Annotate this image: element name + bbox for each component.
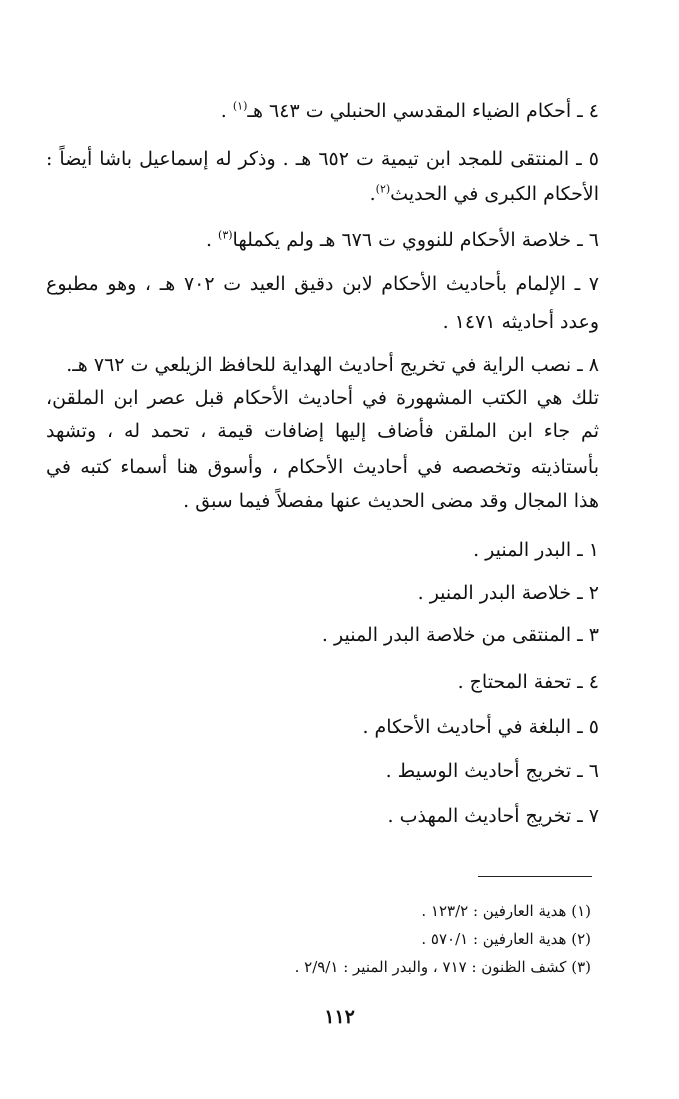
footnote-ref: (١) <box>232 99 248 113</box>
book-item: ٥ ـ البلغة في أحاديث الأحكام . <box>362 716 599 738</box>
book-item: ٢ ـ خلاصة البدر المنير . <box>417 582 599 604</box>
list-item: ٧ ـ الإلمام بأحاديث الأحكام لابن دقيق العيد ت ٧٠٢ هـ ، وهو مطبوع <box>46 273 599 295</box>
book-item: ١ ـ البدر المنير . <box>473 539 599 561</box>
list-item: ٦ ـ خلاصة الأحكام للنووي ت ٦٧٦ هـ ولم يكملها$^{(٣)}$ . <box>205 228 599 251</box>
book-item: ٣ ـ المنتقى من خلاصة البدر المنير . <box>321 624 599 646</box>
book-item: ٧ ـ تخريج أحاديث المهذب . <box>387 805 599 827</box>
list-item: ٨ ـ نصب الراية في تخريج أحاديث الهداية للحافظ الزيلعي ت ٧٦٢ هـ. <box>66 354 599 376</box>
list-item: ٤ ـ أحكام الضياء المقدسي الحنبلي ت ٦٤٣ هـ$^{(١)}$ . <box>220 99 599 122</box>
paragraph-line: ثم جاء ابن الملقن فأضاف إليها إضافات قيمة ، تحمد له ، وتشهد <box>46 420 599 442</box>
footnote: (١) هدية العارفين : ١٢٣/٢ . <box>421 902 591 920</box>
list-item: ٥ ـ المنتقى للمجد ابن تيمية ت ٦٥٢ هـ . وذكر له إسماعيل باشا أيضاً : <box>46 148 599 170</box>
list-item-continuation: وعدد أحاديثه ١٤٧١ . <box>442 311 599 333</box>
list-item-continuation: الأحكام الكبرى في الحديث$^{(٢)}$. <box>369 182 599 205</box>
footnote: (٢) هدية العارفين : ٥٧٠/١ . <box>421 930 591 948</box>
paragraph-line: بأستاذيته وتخصصه في أحاديث الأحكام ، وأسوق هنا أسماء كتبه في <box>46 456 599 478</box>
footnote: (٣) كشف الظنون : ٧١٧ ، والبدر المنير : ٢/٩/١ . <box>294 958 591 976</box>
footnote-ref: (٢) <box>375 182 391 196</box>
book-item: ٤ ـ تحفة المحتاج . <box>457 671 599 693</box>
footnote-divider <box>478 876 592 877</box>
paragraph-line: تلك هي الكتب المشهورة في أحاديث الأحكام قبل عصر ابن الملقن، <box>46 387 599 409</box>
book-item: ٦ ـ تخريج أحاديث الوسيط . <box>385 760 599 782</box>
footnote-ref: (٣) <box>218 228 233 242</box>
paragraph-line: هذا المجال وقد مضى الحديث عنها مفصلاً فيما سبق . <box>183 490 599 512</box>
page-number: ١١٢ <box>324 1006 355 1028</box>
